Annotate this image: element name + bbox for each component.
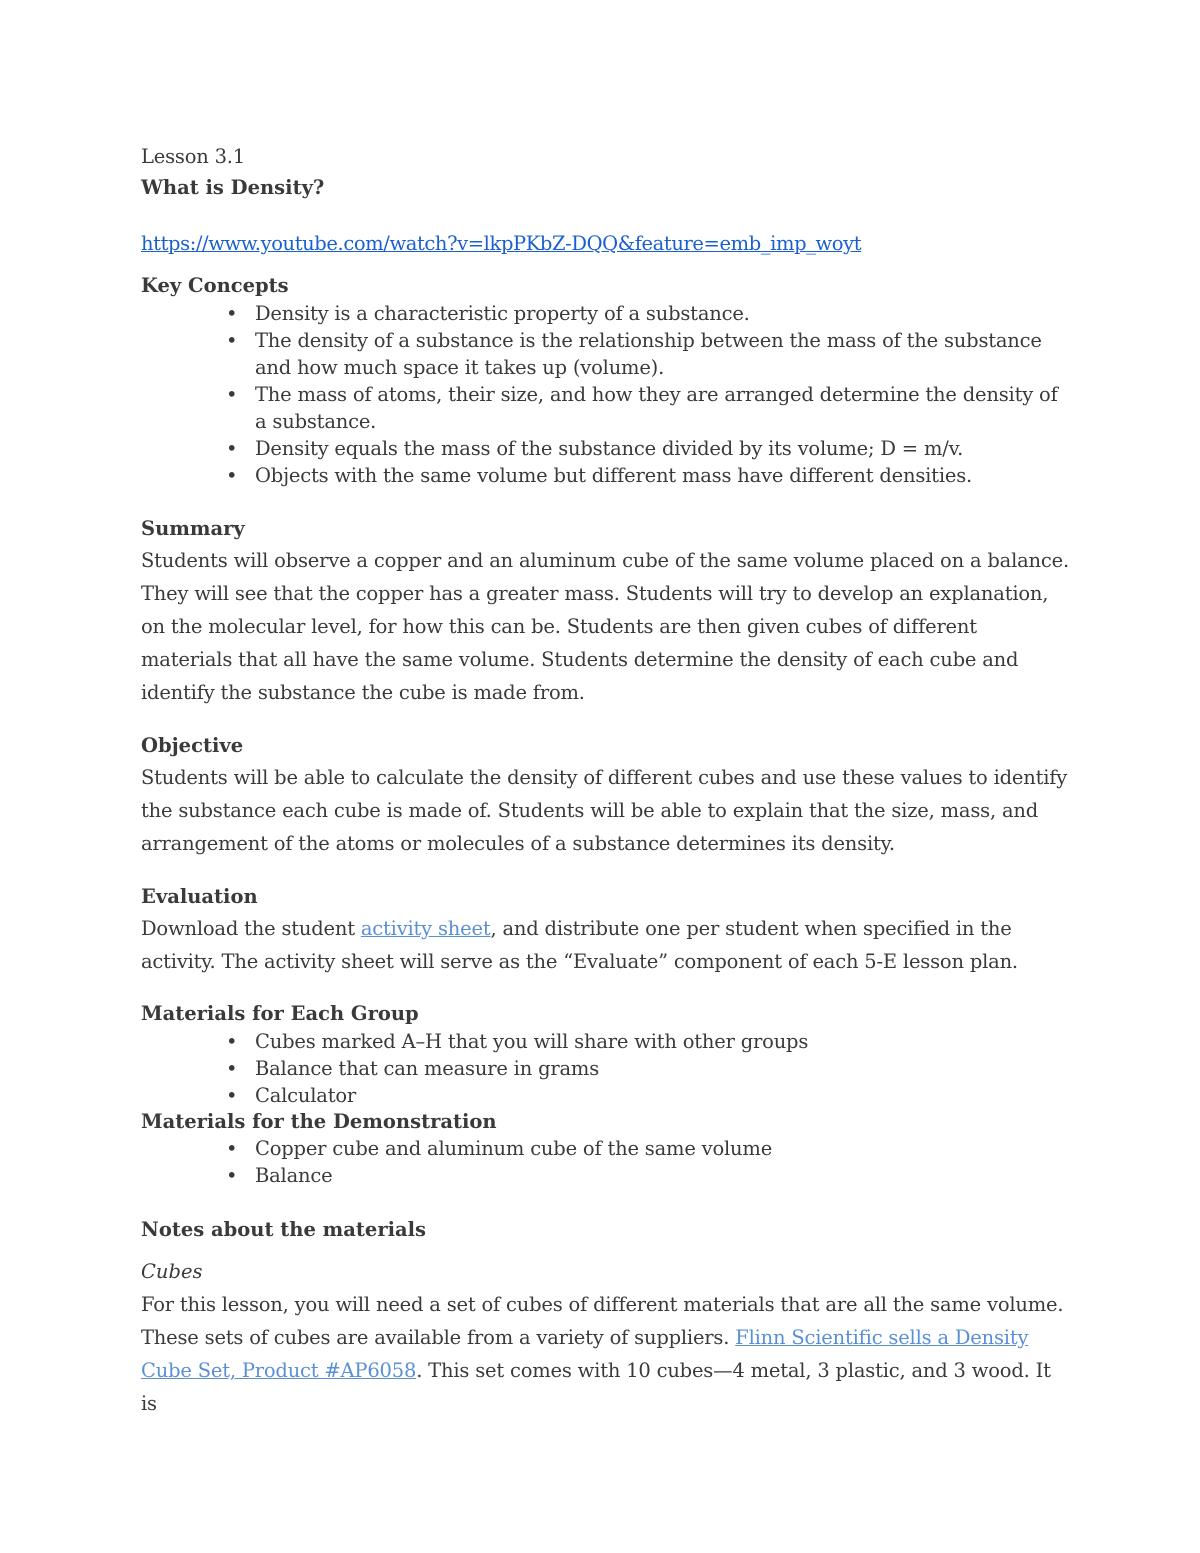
bullet-icon: •: [226, 1057, 238, 1080]
list-item: • Density is a characteristic property of a substance.: [226, 302, 750, 325]
bullet-icon: •: [226, 1164, 238, 1187]
evaluation-text: Download the student activity sheet, and distribute one per student when specified in the activity. The activity sheet will serve as the “Evaluate” component of each 5-E lesson plan.: [141, 917, 1018, 973]
materials-demo-heading: Materials for the Demonstration: [141, 1110, 497, 1133]
summary-heading: Summary: [141, 517, 245, 540]
materials-demo-list: [141, 1135, 1071, 1189]
notes-heading: Notes about the materials: [141, 1218, 427, 1241]
notes-text: For this lesson, you will need a set of cubes of different materials that are all the same volume. These sets of cubes are available from a variety of suppliers. Flinn Scientific sells a Density Cube Set, Product #AP6058. This set comes with 10 cubes—4 metal, 3 plastic, and 3 wood. It is: [141, 1293, 1064, 1415]
list-item: • The density of a substance is the relationship between the mass of the substance and how much space it takes up (volume).: [226, 329, 1042, 379]
list-item: • Copper cube and aluminum cube of the same volume: [226, 1137, 773, 1160]
list-item: • Balance: [226, 1164, 333, 1187]
bullet-icon: •: [226, 329, 238, 352]
objective-text: Students will be able to calculate the density of different cubes and use these values to identify the substance each cube is made of. Students will be able to explain that the size, mass, and arrangement of the atoms or molecules of a substance determines its density.: [141, 766, 1068, 855]
list-item: • The mass of atoms, their size, and how they are arranged determine the density of a substance.: [226, 383, 1058, 433]
bullet-icon: •: [226, 1084, 238, 1107]
materials-group-heading: Materials for Each Group: [141, 1002, 419, 1025]
bullet-icon: •: [226, 437, 238, 460]
flinn-scientific-link[interactable]: Flinn Scientific sells a Density Cube Set, Product #AP6058: [141, 1326, 1029, 1382]
bullet-icon: •: [226, 1137, 238, 1160]
materials-group-list: [141, 1028, 1071, 1109]
lesson-number: Lesson 3.1: [141, 145, 246, 168]
key-concepts-list: [141, 300, 1071, 489]
list-item: • Cubes marked A–H that you will share with other groups: [226, 1030, 809, 1053]
summary-text: Students will observe a copper and an aluminum cube of the same volume placed on a balance. They will see that the copper has a greater mass. Students will try to develop an explanation, on the molecular level, for how this can be. Students are then given cubes of different materials that all have the same volume. Students determine the density of each cube and identify the substance the cube is made from.: [141, 549, 1069, 704]
bullet-icon: •: [226, 464, 238, 487]
list-item: • Objects with the same volume but different mass have different densities.: [226, 464, 973, 487]
objective-heading: Objective: [141, 734, 244, 757]
document-page: [141, 142, 1071, 1420]
bullet-icon: •: [226, 383, 238, 406]
activity-sheet-link[interactable]: activity sheet: [360, 917, 491, 940]
list-item: • Density equals the mass of the substance divided by its volume; D = m/v.: [226, 437, 964, 460]
video-link[interactable]: https://www.youtube.com/watch?v=lkpPKbZ-DQQ&feature=emb_imp_woyt: [141, 232, 862, 255]
key-concepts-heading: Key Concepts: [141, 274, 289, 297]
list-item: • Balance that can measure in grams: [226, 1057, 600, 1080]
cubes-subheading: Cubes: [141, 1260, 203, 1283]
page-title: What is Density?: [141, 176, 325, 199]
list-item: • Calculator: [226, 1084, 357, 1107]
bullet-icon: •: [226, 302, 238, 325]
bullet-icon: •: [226, 1030, 238, 1053]
evaluation-heading: Evaluation: [141, 885, 258, 908]
